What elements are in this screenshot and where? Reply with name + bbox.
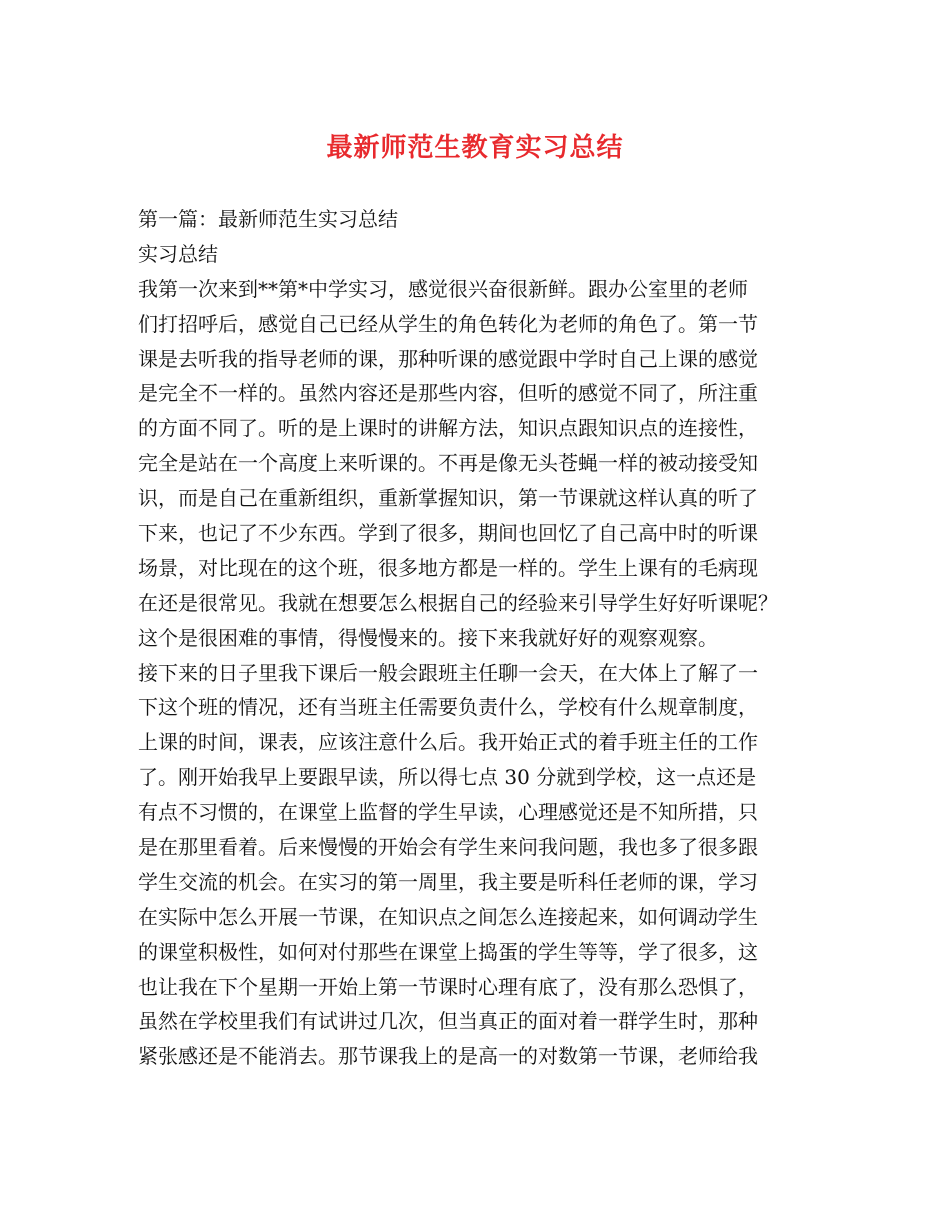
- body-text-line: 第一篇：最新师范生实习总结: [138, 207, 398, 231]
- body-text-line: 下来，也记了不少东西。学到了很多，期间也回忆了自己高中时的听课: [138, 521, 758, 546]
- body-text-line: 实习总结: [138, 241, 218, 266]
- body-text-line: 是在那里看着。后来慢慢的开始会有学生来问我问题，我也多了很多跟: [138, 835, 758, 860]
- body-text-line: 场景，对比现在的这个班，很多地方都是一样的。学生上课有的毛病现: [138, 555, 758, 580]
- body-text-line: 识，而是自己在重新组织，重新掌握知识，第一节课就这样认真的听了: [138, 486, 758, 511]
- body-text-line: 完全是站在一个高度上来听课的。不再是像无头苍蝇一样的被动接受知: [138, 451, 758, 476]
- body-text-line: 我第一次来到**第*中学实习，感觉很兴奋很新鲜。跟办公室里的老师: [138, 276, 748, 301]
- body-text-line: 下这个班的情况，还有当班主任需要负责什么，学校有什么规章制度，: [138, 695, 758, 720]
- body-text-line: 这个是很困难的事情，得慢慢来的。接下来我就好好的观察观察。: [138, 625, 718, 650]
- body-text-line: 紧张感还是不能消去。那节课我上的是高一的对数第一节课，老师给我: [138, 1044, 758, 1069]
- body-text-line: 在还是很常见。我就在想要怎么根据自己的经验来引导学生好好听课呢？: [138, 590, 778, 615]
- body-text-line: 的课堂积极性，如何对付那些在课堂上捣蛋的学生等等，学了很多，这: [138, 939, 758, 964]
- body-text-line: 课是去听我的指导老师的课，那种听课的感觉跟中学时自己上课的感觉: [138, 346, 758, 371]
- body-text-line: 学生交流的机会。在实习的第一周里，我主要是听科任老师的课，学习: [138, 869, 758, 894]
- document-title: 最新师范生教育实习总结: [326, 133, 624, 163]
- document-body: [138, 202, 828, 1074]
- body-text-line: 是完全不一样的。虽然内容还是那些内容，但听的感觉不同了，所注重: [138, 381, 758, 406]
- body-text-line: 的方面不同了。听的是上课时的讲解方法，知识点跟知识点的连接性，: [138, 416, 758, 441]
- body-text-line: 虽然在学校里我们有试讲过几次，但当真正的面对着一群学生时，那种: [138, 1009, 758, 1034]
- body-text-line: 也让我在下个星期一开始上第一节课时心理有底了，没有那么恐惧了，: [138, 974, 758, 999]
- body-text-line: 有点不习惯的，在课堂上监督的学生早读，心理感觉还是不知所措，只: [138, 800, 758, 825]
- body-text-line: 了。刚开始我早上要跟早读，所以得七点 30 分就到学校，这一点还是: [138, 765, 757, 790]
- body-text-line: 接下来的日子里我下课后一般会跟班主任聊一会天，在大体上了解了一: [138, 660, 758, 685]
- body-text-line: 在实际中怎么开展一节课，在知识点之间怎么连接起来，如何调动学生: [138, 904, 758, 929]
- body-text-line: 们打招呼后，感觉自己已经从学生的角色转化为老师的角色了。第一节: [138, 311, 758, 336]
- body-text-line: 上课的时间，课表，应该注意什么后。我开始正式的着手班主任的工作: [138, 730, 758, 755]
